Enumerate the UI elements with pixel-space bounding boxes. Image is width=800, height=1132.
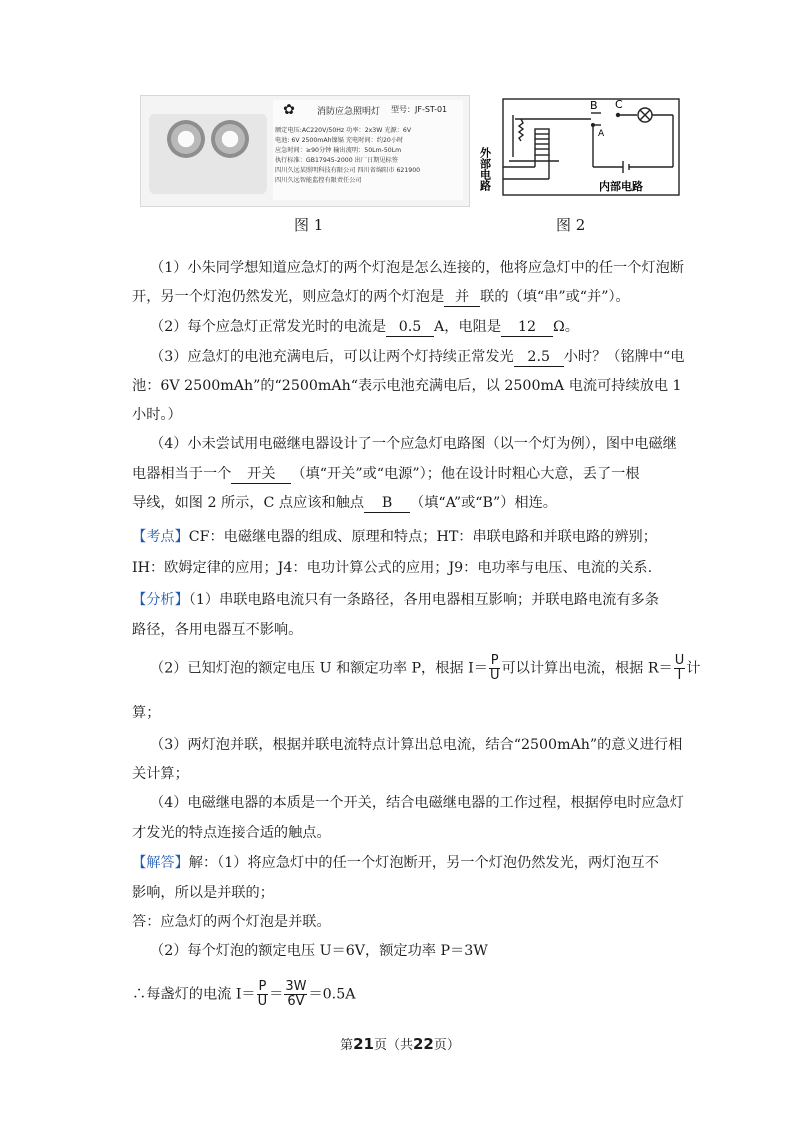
label-external-circuit: 外部电路 <box>478 147 492 191</box>
question-4-line-3: 导线，如图 2 所示，C 点应该和触点 B （填“A”或“B”）相连。 <box>132 495 557 511</box>
question-2-line: （2）每个应急灯正常发光时的电流是 0.5 A，电阻是 12 Ω。 <box>150 319 579 335</box>
solution-line-5: ∴每盏灯的电流 I＝ $\frac{P}{U}$ ＝ $\frac{3W}{6V}$ ＝0.5A <box>132 979 356 1009</box>
question-4-line-1: （4）小未尝试用电磁继电器设计了一个应急灯电路图（以一个灯为例），图中电磁继 <box>150 436 677 452</box>
question-1-line-1: （1）小朱同学想知道应急灯的两个灯泡是怎么连接的，他将应急灯中的任一个灯泡断 <box>150 260 684 276</box>
nameplate-row: 电池: 6V 2500mAh镍镉 充电时间：约20小时 <box>275 137 404 144</box>
answer-blank: 开关 <box>231 466 291 484</box>
label-B: B <box>590 99 598 112</box>
analysis-line-4: 算； <box>132 705 161 721</box>
lamp-head-left <box>167 120 205 158</box>
figure-2-caption: 图 2 <box>556 216 586 234</box>
nameplate-specs <box>275 126 463 186</box>
nameplate-row: 应急时间：≥90分钟 输出流明：50Lm-50Lm <box>275 147 402 154</box>
solution-line-1: 【解答】解：（1）将应急灯中的任一个灯泡断开，另一个灯泡仍然发光，两灯泡互不 <box>132 855 659 871</box>
knowledge-points-line-2: IH：欧姆定律的应用；J4：电功计算公式的应用；J9：电功率与电压、电流的关系. <box>132 560 653 576</box>
answer-blank: 并 <box>444 289 480 307</box>
relay-coil <box>535 129 549 155</box>
nameplate-row: 四川久远智能监控有限责任公司 <box>275 177 362 184</box>
question-1-line-2: 开，另一个灯泡仍然发光，则应急灯的两个灯泡是 并 联的（填“串”或“并”）。 <box>132 289 630 305</box>
figure-1-caption: 图 1 <box>294 216 324 234</box>
question-3-line-1: （3）应急灯的电池充满电后，可以让两个灯持续正常发光 2.5 小时？（铭牌中“电 <box>150 349 685 365</box>
knowledge-points-line-1: 【考点】CF：电磁继电器的组成、原理和特点；HT：串联电路和并联电路的辨别； <box>132 529 657 545</box>
analysis-line-8: 才发光的特点连接合适的触点。 <box>132 825 331 841</box>
brand-logo-icon: ✿ <box>283 102 295 118</box>
nameplate-row: 四川久远某照明科技有限公司 四川省绵阳市 621900 <box>275 167 421 174</box>
solution-line-3: 答：应急灯的两个灯泡是并联。 <box>132 914 331 930</box>
analysis-line-1: 【分析】（1）串联电路电流只有一条路径，各用电器相互影响；并联电路电流有多条 <box>132 592 659 608</box>
answer-blank: B <box>364 495 410 513</box>
question-3-line-3: 小时。） <box>132 407 182 423</box>
solution-line-4: （2）每个灯泡的额定电压 U＝6V，额定功率 P＝3W <box>150 943 488 959</box>
label-C: C <box>615 98 623 111</box>
relay-spring <box>519 119 523 141</box>
figure-1-photo <box>140 95 470 207</box>
page-footer: 第21页（共22页） <box>340 1035 460 1053</box>
label-A: A <box>598 129 605 139</box>
formula-fraction: $\frac{P}{U}$ <box>257 979 268 1009</box>
formula-fraction: $\frac{3W}{6V}$ <box>285 979 307 1009</box>
emergency-lamp-image <box>149 114 267 194</box>
analysis-line-7: （4）电磁继电器的本质是一个开关，结合电磁继电器的工作过程，根据停电时应急灯 <box>150 795 684 811</box>
analysis-tag: 【分析】 <box>132 592 189 608</box>
formula-fraction: $\frac{P}{U}$ <box>489 653 500 683</box>
question-3-line-2: 池：6V 2500mAh”的“2500mAh“表示电池充满电后，以 2500mA 电流可持续放电 1 <box>132 378 682 394</box>
answer-blank: 12 <box>501 319 553 337</box>
nameplate-row: 额定电压:AC220V/50Hz 功率：2x3W 光源：6V <box>275 127 412 134</box>
figure-2-circuit <box>473 95 683 207</box>
page-total: 22 <box>413 1035 434 1053</box>
answer-blank: 2.5 <box>514 349 564 367</box>
analysis-line-5: （3）两灯泡并联，根据并联电流特点计算出总电流，结合“2500mAh”的意义进行相 <box>150 737 683 753</box>
formula-fraction: $\frac{U}{I}$ <box>674 653 685 683</box>
nameplate <box>273 100 463 200</box>
answer-blank: 0.5 <box>386 319 434 337</box>
label-internal-circuit: 内部电路 <box>599 180 643 193</box>
nameplate-title: 消防应急照明灯 <box>317 107 381 117</box>
nameplate-row: 执行标准：GB17945-2000 出厂日期见标签 <box>275 157 398 164</box>
solution-line-2: 影响，所以是并联的； <box>132 885 274 901</box>
lamp-head-right <box>211 120 249 158</box>
point-C <box>616 113 620 117</box>
analysis-line-2: 路径，各用电器互不影响。 <box>132 622 303 638</box>
knowledge-points-tag: 【考点】 <box>132 529 189 545</box>
analysis-line-6: 关计算； <box>132 766 189 782</box>
question-4-line-2: 电器相当于一个 开关 （填“开关”或“电源”）；他在设计时粗心大意，丢了一根 <box>132 466 640 482</box>
nameplate-model: 型号：JF-ST-01 <box>391 105 448 114</box>
analysis-line-3: （2）已知灯泡的额定电压 U 和额定功率 P，根据 I＝ $\frac{P}{U}$ 可以计算出电流，根据 R＝ $\frac{U}{I}$ 计 <box>150 653 701 683</box>
page-number: 21 <box>353 1035 374 1053</box>
solution-tag: 【解答】 <box>132 855 189 871</box>
